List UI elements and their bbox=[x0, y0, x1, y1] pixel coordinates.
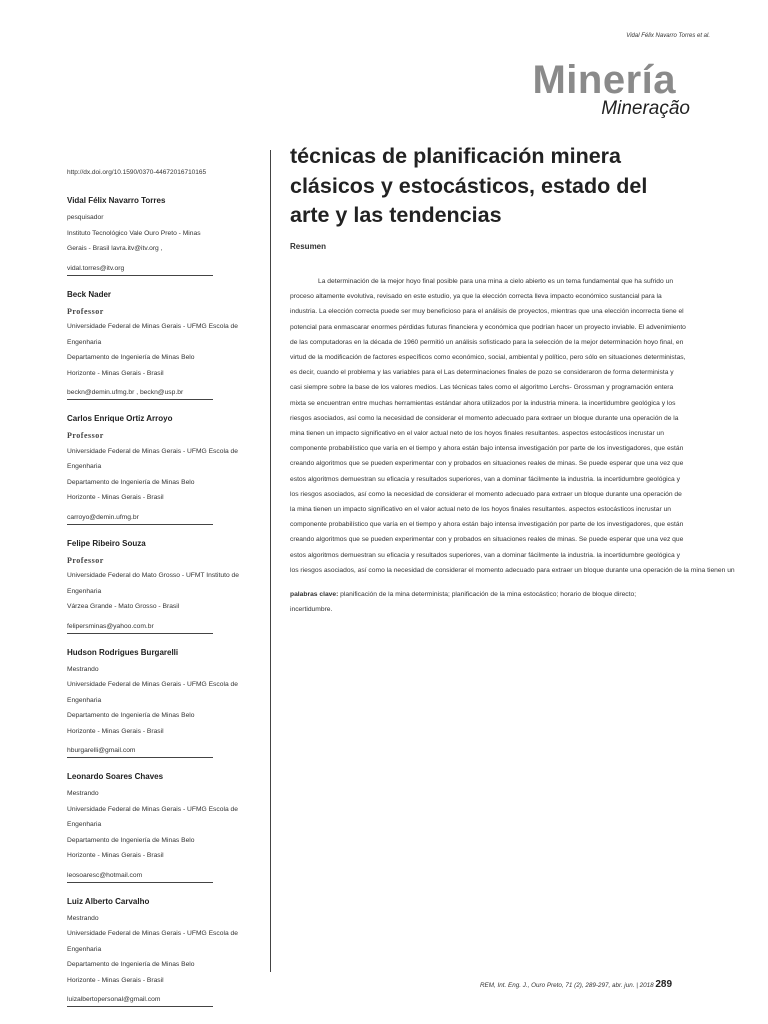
author-role: pesquisador bbox=[67, 214, 104, 221]
author-name: Beck Nader bbox=[67, 289, 112, 299]
author-name: Vidal Félix Navarro Torres bbox=[67, 196, 166, 205]
abstract-line: componente probabilístico que varía en el tiempo y ahora están bajo intensa investigación por parte de los investigadores, que están bbox=[290, 521, 684, 529]
author-affiliation-line: Engenharia bbox=[67, 587, 102, 595]
page-number: 289 bbox=[655, 979, 673, 990]
keywords bbox=[290, 587, 710, 617]
author-list bbox=[67, 196, 262, 1021]
abstract-heading: Resumen bbox=[290, 242, 327, 251]
author-affiliation-line: Engenharia bbox=[67, 821, 102, 828]
author-affiliation-line: Engenharia bbox=[67, 696, 102, 704]
author-affiliation-line: Instituto Tecnológico Vale Ouro Preto - Minas bbox=[67, 229, 201, 237]
author-role: Mestrando bbox=[67, 790, 99, 797]
author-block bbox=[67, 290, 262, 401]
author-block bbox=[67, 414, 262, 525]
author-affiliation-line: Várzea Grande - Mato Grosso - Brasil bbox=[67, 603, 180, 610]
author-name: Luiz Alberto Carvalho bbox=[67, 896, 150, 906]
keywords-text-cont: incertidumbre. bbox=[290, 606, 333, 614]
author-affiliation-line: Engenharia bbox=[67, 463, 102, 470]
section-title-pt: Mineração bbox=[601, 98, 690, 119]
author-email[interactable]: vidal.torres@itv.org bbox=[67, 263, 213, 276]
author-affiliation-line: Gerais - Brasil lavra.itv@itv.org , bbox=[67, 245, 163, 252]
author-name: Hudson Rodrigues Burgarelli bbox=[67, 647, 179, 657]
article-title bbox=[290, 142, 690, 231]
abstract-line: creando algoritmos que se pueden experimentar con y probados en situaciones reales de minas. Se puede esperar que una vez que bbox=[290, 460, 684, 468]
section-title-es: Minería bbox=[532, 58, 676, 102]
author-email[interactable]: beckn@demin.ufmg.br , beckn@usp.br bbox=[67, 387, 213, 400]
abstract-line: los riesgos asociados, así como la necesidad de considerar el momento adecuado para extraer un bloque durante una operación de bbox=[290, 490, 682, 498]
author-email[interactable]: leosoaresc@hotmail.com bbox=[67, 870, 213, 883]
author-role: Professor bbox=[67, 306, 104, 316]
abstract-line: mixta se encuentran entre muchas herramientas estándar ahora utilizados por la industria minera. la incertidumbre geológica y los bbox=[290, 399, 676, 407]
author-affiliation-line: Universidade Federal do Mato Grosso - UFMT Instituto de bbox=[67, 572, 239, 579]
author-affiliation-line: Horizonte - Minas Gerais - Brasil bbox=[67, 976, 164, 984]
author-role: Mestrando bbox=[67, 665, 99, 673]
author-affiliation-line: Universidade Federal de Minas Gerais - UFMG Escola de bbox=[67, 681, 238, 688]
abstract-line: de las computadoras en la década de 1960 permitió un análisis sofisticado para la selección de la mejor determinación hoyo final, en bbox=[290, 338, 684, 346]
author-affiliation-line: Engenharia bbox=[67, 945, 102, 953]
author-affiliation-line: Departamento de Ingeniería de Minas Belo bbox=[67, 478, 195, 486]
author-affiliation-line: Horizonte - Minas Gerais - Brasil bbox=[67, 852, 164, 859]
title-line: arte y las tendencias bbox=[290, 203, 502, 227]
abstract-line: La determinación de la mejor hoyo final posible para una mina a cielo abierto es un tema fundamental que ha sufrido un bbox=[318, 278, 674, 285]
author-role: Professor bbox=[67, 555, 104, 565]
author-name: Leonardo Soares Chaves bbox=[67, 772, 164, 781]
author-affiliation-line: Departamento de Ingeniería de Minas Belo bbox=[67, 712, 195, 719]
abstract-body bbox=[290, 274, 768, 578]
author-block bbox=[67, 539, 262, 634]
abstract-line: riesgos asociados, así como la necesidad de considerar el momento adecuado para extraer un bloque durante una operación de la bbox=[290, 414, 679, 422]
author-affiliation-line: Universidade Federal de Minas Gerais - UFMG Escola de bbox=[67, 447, 238, 455]
author-block bbox=[67, 897, 262, 1008]
author-affiliation-line: Horizonte - Minas Gerais - Brasil bbox=[67, 369, 164, 377]
abstract-line: componente probabilístico que varía en el tiempo y ahora están bajo intensa investigación por parte de los investigadores, que están bbox=[290, 445, 684, 453]
author-affiliation-line: Universidade Federal de Minas Gerais - UFMG Escola de bbox=[67, 805, 238, 813]
author-email[interactable]: hburgarelli@gmail.com bbox=[67, 745, 213, 758]
author-email[interactable]: carroyo@demin.ufmg.br bbox=[67, 512, 213, 525]
abstract-line: virtud de la modificación de factores específicos como económico, social, ambiental y político, pero sólo en situaciones deterministas, bbox=[290, 354, 686, 362]
author-role: Mestrando bbox=[67, 914, 99, 922]
title-line: técnicas de planificación minera bbox=[290, 144, 621, 168]
title-line: clásicos y estocásticos, estado del bbox=[290, 173, 648, 198]
author-email[interactable]: luizalbertopersonal@gmail.com bbox=[67, 994, 213, 1007]
abstract-line: creando algoritmos que se pueden experimentar con y probados en situaciones reales de minas. Se puede esperar que una vez que bbox=[290, 536, 684, 544]
running-head: Vidal Félix Navarro Torres et al. bbox=[626, 33, 710, 39]
author-affiliation-line: Horizonte - Minas Gerais - Brasil bbox=[67, 494, 164, 501]
keywords-text: planificación de la mina determinista; planificación de la mina estocástico; horario de bloque directo; bbox=[338, 591, 637, 598]
abstract-line: casi siempre sobre la base de los valores medios. Las técnicas tales como el algoritmo Lerchs- Grossman y programación entera bbox=[290, 384, 674, 392]
abstract-line: proceso altamente evolutiva, revisado en este estudio, ya que la elección correcta lleva impacto económico sustancial para la bbox=[290, 293, 662, 301]
author-affiliation-line: Universidade Federal de Minas Gerais - UFMG Escola de bbox=[67, 930, 238, 937]
author-affiliation-line: Horizonte - Minas Gerais - Brasil bbox=[67, 727, 164, 735]
column-divider bbox=[270, 150, 271, 972]
abstract-line: industria. La elección correcta puede ser muy beneficioso para el análisis de proyectos, mientras que una elección incorrecta tiene el bbox=[290, 308, 684, 316]
author-affiliation-line: Departamento de Ingeniería de Minas Belo bbox=[67, 836, 195, 844]
author-block bbox=[67, 772, 262, 883]
doi-link[interactable]: http://dx.doi.org/10.1590/0370-44672016710165 bbox=[67, 169, 207, 176]
author-affiliation-line: Departamento de Ingeniería de Minas Belo bbox=[67, 961, 195, 968]
citation-text: REM, Int. Eng. J., Ouro Preto, 71 (2), 289-297, abr. jun. | 2018 bbox=[480, 982, 654, 989]
author-block bbox=[67, 648, 262, 759]
keywords-label: palabras clave: bbox=[290, 591, 339, 598]
abstract-line: estos algoritmos demuestran su eficacia y resultados superiores, van a dominar fácilmente la industria. la incertidumbre geológica y bbox=[290, 551, 680, 559]
abstract-line: la mina tienen un impacto significativo en el valor actual neto de los hoyos finales resultantes. aspectos estocásticos incrustar un bbox=[290, 506, 672, 514]
abstract-line: potencial para enmascarar enormes pérdidas futuras financiera y económica que podrían hacer un proyecto inviable. El advenimiento bbox=[290, 323, 686, 331]
author-role: Professor bbox=[67, 431, 104, 440]
abstract-line: los riesgos asociados, así como la necesidad de considerar el momento adecuado para extraer un bloque durante una operación de la mina tienen un bbox=[290, 566, 735, 574]
author-affiliation-line: Engenharia bbox=[67, 338, 102, 346]
author-affiliation-line: Departamento de Ingeniería de Minas Belo bbox=[67, 354, 195, 361]
abstract-line: mina tienen un impacto significativo en el valor actual neto de los hoyos finales resultantes. aspectos estocásticos incrustar un bbox=[290, 430, 664, 438]
abstract-line: estos algoritmos demuestran su eficacia y resultados superiores, van a dominar fácilmente la industria. la incertidumbre geológica y bbox=[290, 475, 680, 483]
author-block bbox=[67, 196, 262, 276]
author-name: Felipe Ribeiro Souza bbox=[67, 538, 146, 548]
author-email[interactable]: felipersminas@yahoo.com.br bbox=[67, 621, 213, 634]
author-name: Carlos Enrique Ortiz Arroyo bbox=[67, 414, 173, 423]
footer-citation bbox=[480, 979, 672, 990]
author-affiliation-line: Universidade Federal de Minas Gerais - UFMG Escola de bbox=[67, 323, 238, 330]
abstract-line: es decir, cuando el problema y las variables para el Las determinaciones finales de pozo se consideraron de forma determinista y bbox=[290, 369, 674, 377]
